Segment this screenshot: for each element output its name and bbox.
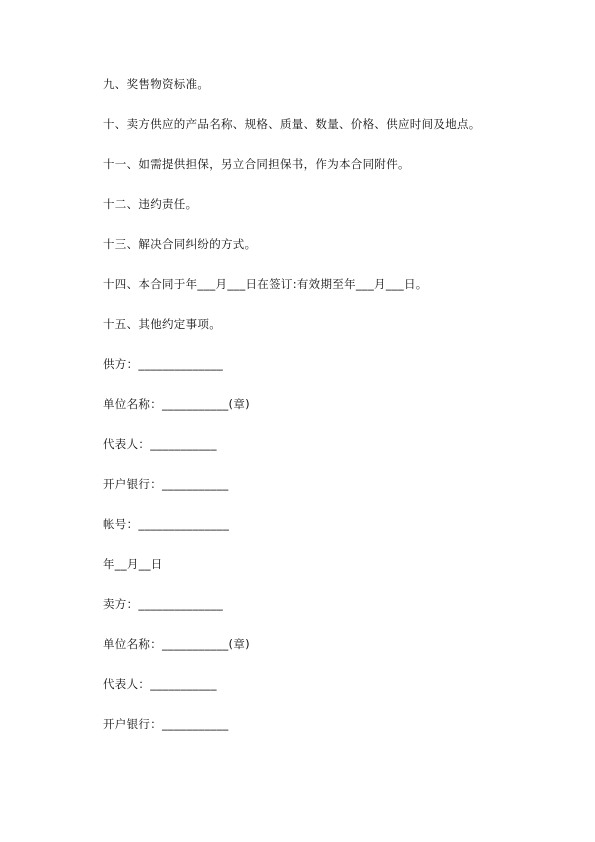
supplier-line: 供方：______________ <box>103 357 224 371</box>
clause-15: 十五、其他约定事项。 <box>103 317 221 331</box>
clause-11: 十一、如需提供担保，另立合同担保书，作为本合同附件。 <box>103 157 410 171</box>
seller-bank-line: 开户银行：___________ <box>103 717 229 731</box>
date-line: 年__月__日 <box>103 557 163 571</box>
seller-line: 卖方：______________ <box>103 597 224 611</box>
clause-14: 十四、本合同于年___月___日在签订:有效期至年___月___日。 <box>103 277 428 291</box>
clause-12: 十二、违约责任。 <box>103 197 198 211</box>
clause-9: 九、奖售物资标准。 <box>103 77 210 91</box>
clause-10: 十、卖方供应的产品名称、规格、质量、数量、价格、供应时间及地点。 <box>103 117 481 131</box>
supplier-bank-line: 开户银行：___________ <box>103 477 229 491</box>
clause-13: 十三、解决合同纠纷的方式。 <box>103 237 257 251</box>
seller-representative-line: 代表人：___________ <box>103 677 217 691</box>
supplier-account-line: 帐号：_______________ <box>103 517 230 531</box>
supplier-unit-name-line: 单位名称：___________(章) <box>103 397 250 411</box>
supplier-representative-line: 代表人：___________ <box>103 437 217 451</box>
seller-unit-name-line: 单位名称：___________(章) <box>103 637 250 651</box>
